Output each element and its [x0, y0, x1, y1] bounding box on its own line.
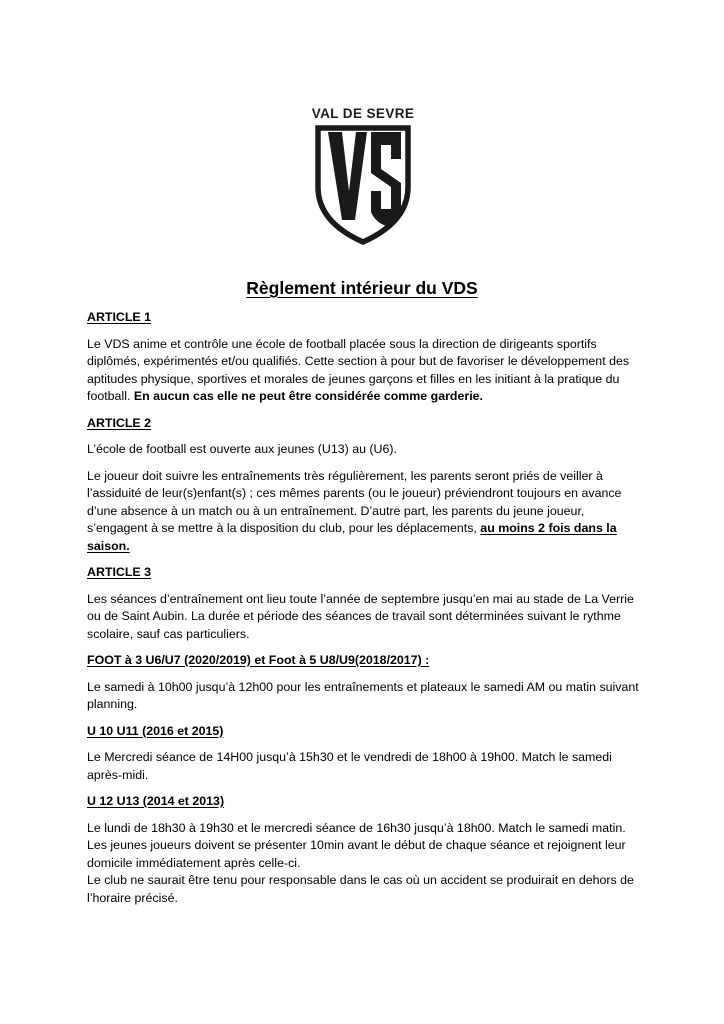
- vs-shield-icon: [311, 125, 415, 245]
- article-1-text: [87, 336, 647, 406]
- foot-heading: FOOT à 3 U6/U7 (2020/2019) et Foot à 5 U8/U9(2018/2017) :: [87, 653, 430, 667]
- article-2-heading: ARTICLE 2: [87, 415, 152, 430]
- u12-text: [87, 820, 647, 908]
- logo-text: VAL DE SEVRE: [311, 106, 415, 121]
- u12-line-3: Le club ne saurait être tenu pour responsable dans le cas où un accident se produirait en dehors de l’horaire précisé.: [87, 873, 634, 905]
- article-3-text: Les séances d’entraînement ont lieu toute l’année de septembre jusqu’en mai au stade de La Verrie ou de Saint Aubin. La durée et période des séances de travail sont déterminées suivant le rythme scolaire, sauf cas particuliers.: [87, 591, 634, 641]
- club-logo: [308, 106, 418, 246]
- article-2-p2: [87, 468, 647, 556]
- article-2-p1: L’école de football est ouverte aux jeunes (U13) au (U6).: [87, 442, 397, 456]
- document-body: [87, 309, 647, 916]
- article-1-heading: ARTICLE 1: [87, 310, 152, 324]
- article-1-body: Le VDS anime et contrôle une école de football placée sous la direction de dirigeants sportifs diplômés, expérimentés et/ou qualifiés. Cette section à pour but de favoriser le développement des aptitudes physique, sportives et morales de jeunes garçons et filles en les initiant à la pratique du football.: [87, 336, 630, 403]
- u10-text: Le Mercredi séance de 14H00 jusqu’à 15h30 et le vendredi de 18h00 à 19h00. Match le samedi après-midi.: [87, 750, 612, 782]
- article-2-p2-bold: au moins 2 fois dans la saison.: [87, 521, 617, 553]
- foot-text: Le samedi à 10h00 jusqu’à 12h00 pour les entraînements et plateaux le samedi AM ou matin suivant planning.: [87, 679, 639, 711]
- u10-heading: U 10 U11 (2016 et 2015): [87, 723, 224, 738]
- article-1-bold: En aucun cas elle ne peut être considérée comme garderie.: [133, 389, 483, 403]
- u12-heading: U 12 U13 (2014 et 2013): [87, 794, 225, 808]
- page-title: Règlement intérieur du VDS: [246, 278, 478, 298]
- u12-line-1: Le lundi de 18h30 à 19h30 et le mercredi séance de 16h30 jusqu’à 18h00. Match le samedi matin.: [87, 820, 626, 835]
- u12-line-2: Les jeunes joueurs doivent se présenter 10min avant le début de chaque séance et rejoignent leur domicile immédiatement après celle-ci.: [87, 838, 626, 870]
- article-2-p2-body: Le joueur doit suivre les entraînements très régulièrement, les parents seront priés de veiller à l’assiduité de leur(s)enfant(s) ; ces mêmes parents (ou le joueur) préviendront toujours en avance d’une absence à un match ou à un entraînement. D’autre part, les parents du jeune joueur, s’engagent à se mettre à la disposition du club, pour les déplacements,: [87, 468, 622, 535]
- article-3-heading: ARTICLE 3: [87, 565, 152, 579]
